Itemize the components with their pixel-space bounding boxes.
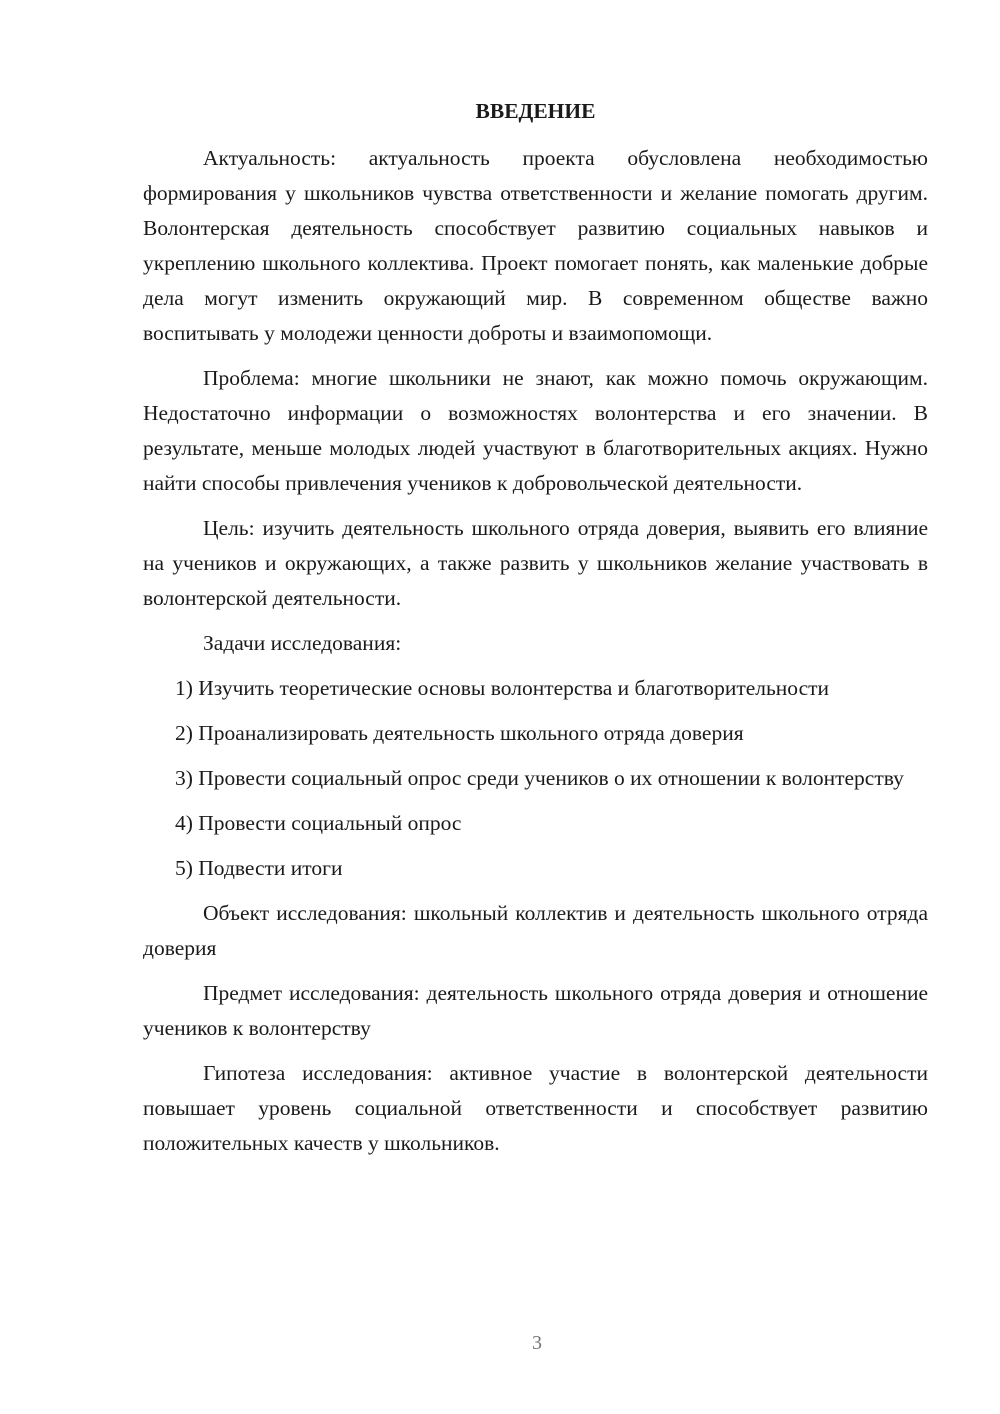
task-item-2: 2) Проанализировать деятельность школьного отряда доверия xyxy=(175,721,744,745)
task-item-1: 1) Изучить теоретические основы волонтерства и благотворительности xyxy=(175,676,830,700)
task-item-5: 5) Подвести итоги xyxy=(175,856,343,880)
page-number: 3 xyxy=(532,1332,542,1354)
goal-paragraph: Цель: изучить деятельность школьного отряда доверия, выявить его влияние на учеников и окружающих, а также развить у школьников желание участвовать в волонтерской деятельности. xyxy=(143,516,928,610)
task-item-4: 4) Провести социальный опрос xyxy=(175,811,462,835)
subject-paragraph: Предмет исследования: деятельность школьного отряда доверия и отношение учеников к волонтерству xyxy=(143,981,928,1040)
document-page xyxy=(143,94,928,1171)
tasks-title: Задачи исследования: xyxy=(203,631,402,655)
problem-paragraph: Проблема: многие школьники не знают, как можно помочь окружающим. Недостаточно информации о возможностях волонтерства и его значении. В результате, меньше молодых людей участвуют в благотворительных акциях. Нужно найти способы привлечения учеников к добровольческой деятельности. xyxy=(143,366,928,495)
task-item-3: 3) Провести социальный опрос среди учеников о их отношении к волонтерству xyxy=(175,766,904,790)
hypothesis-paragraph: Гипотеза исследования: активное участие в волонтерской деятельности повышает уровень социальной ответственности и способствует развитию положительных качеств у школьников. xyxy=(143,1061,928,1155)
section-heading: ВВЕДЕНИЕ xyxy=(475,99,596,123)
object-paragraph: Объект исследования: школьный коллектив и деятельность школьного отряда доверия xyxy=(143,901,928,960)
relevance-paragraph: Актуальность: актуальность проекта обусловлена необходимостью формирования у школьников чувства ответственности и желание помогать другим. Волонтерская деятельность способствует развитию социальных навыков и укреплению школьного коллектива. Проект помогает понять, как маленькие добрые дела могут изменить окружающий мир. В современном обществе важно воспитывать у молодежи ценности доброты и взаимопомощи. xyxy=(143,146,928,345)
